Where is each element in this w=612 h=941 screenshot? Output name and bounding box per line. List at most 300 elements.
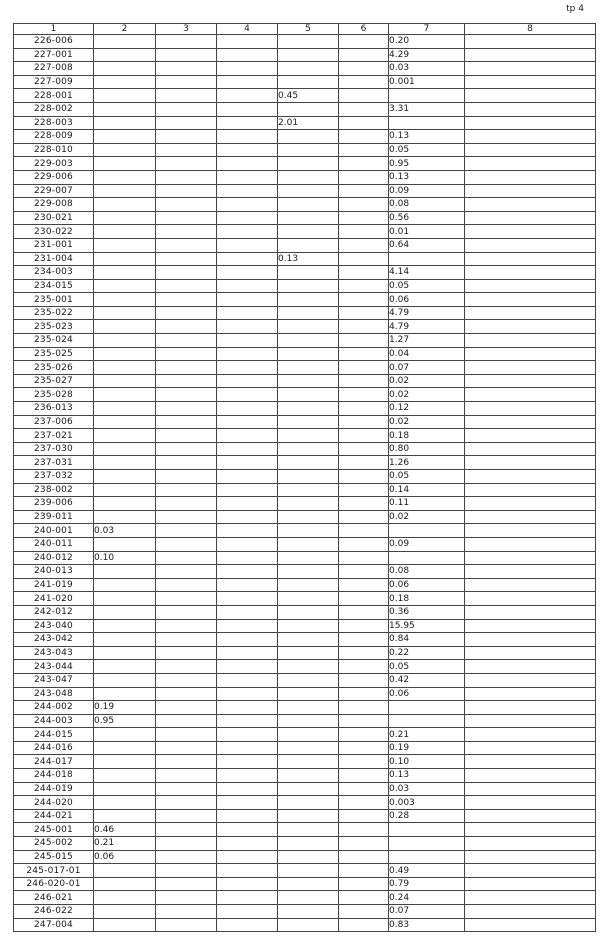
col3-cell bbox=[156, 116, 217, 130]
col3-cell bbox=[156, 157, 217, 171]
col8-cell bbox=[465, 687, 596, 701]
row-id-cell: 244-019 bbox=[14, 782, 94, 796]
col6-cell bbox=[339, 483, 389, 497]
table-row bbox=[14, 266, 596, 280]
col5-cell bbox=[278, 823, 339, 837]
column-header: 2 bbox=[94, 24, 156, 35]
row-id-cell: 231-001 bbox=[14, 238, 94, 252]
col2-cell: 0.06 bbox=[94, 850, 156, 864]
col7-cell bbox=[389, 714, 465, 728]
col4-cell bbox=[217, 89, 278, 103]
row-id-cell: 229-007 bbox=[14, 184, 94, 198]
col6-cell bbox=[339, 850, 389, 864]
col3-cell bbox=[156, 714, 217, 728]
col8-cell bbox=[465, 809, 596, 823]
col4-cell bbox=[217, 605, 278, 619]
col3-cell bbox=[156, 266, 217, 280]
col8-cell bbox=[465, 537, 596, 551]
col2-cell bbox=[94, 252, 156, 266]
col8-cell bbox=[465, 510, 596, 524]
row-id-cell: 246-022 bbox=[14, 905, 94, 919]
col3-cell bbox=[156, 170, 217, 184]
col5-cell bbox=[278, 796, 339, 810]
col2-cell bbox=[94, 402, 156, 416]
row-id-cell: 229-006 bbox=[14, 170, 94, 184]
col4-cell bbox=[217, 741, 278, 755]
col7-cell bbox=[389, 551, 465, 565]
col7-cell: 0.07 bbox=[389, 361, 465, 375]
col6-cell bbox=[339, 130, 389, 144]
col2-cell bbox=[94, 143, 156, 157]
table-row bbox=[14, 388, 596, 402]
col5-cell bbox=[278, 633, 339, 647]
col4-cell bbox=[217, 660, 278, 674]
col2-cell bbox=[94, 741, 156, 755]
table-row bbox=[14, 48, 596, 62]
table-row bbox=[14, 809, 596, 823]
col8-cell bbox=[465, 769, 596, 783]
col8-cell bbox=[465, 293, 596, 307]
col6-cell bbox=[339, 170, 389, 184]
col3-cell bbox=[156, 320, 217, 334]
table-row bbox=[14, 334, 596, 348]
col2-cell bbox=[94, 605, 156, 619]
col5-cell bbox=[278, 184, 339, 198]
col6-cell bbox=[339, 374, 389, 388]
table-row bbox=[14, 225, 596, 239]
col6-cell bbox=[339, 320, 389, 334]
col4-cell bbox=[217, 429, 278, 443]
col2-cell bbox=[94, 35, 156, 49]
table-row bbox=[14, 524, 596, 538]
col4-cell bbox=[217, 497, 278, 511]
row-id-cell: 243-048 bbox=[14, 687, 94, 701]
row-id-cell: 240-001 bbox=[14, 524, 94, 538]
col7-cell: 0.13 bbox=[389, 769, 465, 783]
col5-cell bbox=[278, 728, 339, 742]
col4-cell bbox=[217, 633, 278, 647]
col3-cell bbox=[156, 769, 217, 783]
row-id-cell: 243-042 bbox=[14, 633, 94, 647]
col7-cell: 0.001 bbox=[389, 75, 465, 89]
col5-cell bbox=[278, 415, 339, 429]
col7-cell: 0.79 bbox=[389, 877, 465, 891]
table-row bbox=[14, 320, 596, 334]
col7-cell: 0.09 bbox=[389, 537, 465, 551]
col7-cell: 0.003 bbox=[389, 796, 465, 810]
col6-cell bbox=[339, 497, 389, 511]
col3-cell bbox=[156, 306, 217, 320]
col5-cell bbox=[278, 388, 339, 402]
table-row bbox=[14, 279, 596, 293]
col6-cell bbox=[339, 347, 389, 361]
col2-cell bbox=[94, 320, 156, 334]
col3-cell bbox=[156, 741, 217, 755]
col7-cell: 0.21 bbox=[389, 728, 465, 742]
col6-cell bbox=[339, 279, 389, 293]
row-id-cell: 237-006 bbox=[14, 415, 94, 429]
col6-cell bbox=[339, 62, 389, 76]
row-id-cell: 241-019 bbox=[14, 578, 94, 592]
table-row bbox=[14, 687, 596, 701]
row-id-cell: 235-022 bbox=[14, 306, 94, 320]
col3-cell bbox=[156, 429, 217, 443]
header-row bbox=[14, 24, 596, 35]
col2-cell bbox=[94, 306, 156, 320]
col3-cell bbox=[156, 89, 217, 103]
table-row bbox=[14, 782, 596, 796]
col5-cell bbox=[278, 551, 339, 565]
row-id-cell: 234-015 bbox=[14, 279, 94, 293]
col4-cell bbox=[217, 130, 278, 144]
col3-cell bbox=[156, 619, 217, 633]
col5-cell bbox=[278, 75, 339, 89]
row-id-cell: 243-047 bbox=[14, 673, 94, 687]
table-row bbox=[14, 891, 596, 905]
row-id-cell: 237-032 bbox=[14, 470, 94, 484]
col3-cell bbox=[156, 809, 217, 823]
col2-cell: 0.03 bbox=[94, 524, 156, 538]
col3-cell bbox=[156, 470, 217, 484]
col4-cell bbox=[217, 796, 278, 810]
col4-cell bbox=[217, 877, 278, 891]
row-id-cell: 230-022 bbox=[14, 225, 94, 239]
col6-cell bbox=[339, 660, 389, 674]
col3-cell bbox=[156, 660, 217, 674]
col6-cell bbox=[339, 551, 389, 565]
col7-cell: 4.29 bbox=[389, 48, 465, 62]
col4-cell bbox=[217, 673, 278, 687]
col2-cell bbox=[94, 877, 156, 891]
col3-cell bbox=[156, 796, 217, 810]
col4-cell bbox=[217, 782, 278, 796]
col8-cell bbox=[465, 619, 596, 633]
table-row bbox=[14, 673, 596, 687]
col3-cell bbox=[156, 864, 217, 878]
col8-cell bbox=[465, 497, 596, 511]
col3-cell bbox=[156, 701, 217, 715]
col3-cell bbox=[156, 184, 217, 198]
col5-cell bbox=[278, 578, 339, 592]
table-row bbox=[14, 633, 596, 647]
col5-cell bbox=[278, 524, 339, 538]
col3-cell bbox=[156, 877, 217, 891]
col8-cell bbox=[465, 728, 596, 742]
col7-cell: 0.06 bbox=[389, 687, 465, 701]
col7-cell bbox=[389, 837, 465, 851]
col8-cell bbox=[465, 252, 596, 266]
table-row bbox=[14, 769, 596, 783]
table-row bbox=[14, 429, 596, 443]
col4-cell bbox=[217, 62, 278, 76]
col8-cell bbox=[465, 456, 596, 470]
col5-cell bbox=[278, 701, 339, 715]
row-id-cell: 241-020 bbox=[14, 592, 94, 606]
table-row bbox=[14, 402, 596, 416]
table-row bbox=[14, 646, 596, 660]
col2-cell: 0.19 bbox=[94, 701, 156, 715]
col8-cell bbox=[465, 48, 596, 62]
col8-cell bbox=[465, 306, 596, 320]
table-row bbox=[14, 415, 596, 429]
col4-cell bbox=[217, 769, 278, 783]
col4-cell bbox=[217, 388, 278, 402]
row-id-cell: 240-012 bbox=[14, 551, 94, 565]
col6-cell bbox=[339, 864, 389, 878]
col4-cell bbox=[217, 864, 278, 878]
col5-cell bbox=[278, 510, 339, 524]
col6-cell bbox=[339, 211, 389, 225]
col3-cell bbox=[156, 62, 217, 76]
row-id-cell: 246-021 bbox=[14, 891, 94, 905]
col6-cell bbox=[339, 415, 389, 429]
col2-cell: 0.95 bbox=[94, 714, 156, 728]
col3-cell bbox=[156, 605, 217, 619]
table-row bbox=[14, 619, 596, 633]
col2-cell bbox=[94, 374, 156, 388]
table-row bbox=[14, 35, 596, 49]
col7-cell bbox=[389, 89, 465, 103]
col2-cell bbox=[94, 456, 156, 470]
col5-cell bbox=[278, 537, 339, 551]
col7-cell: 0.08 bbox=[389, 198, 465, 212]
col8-cell bbox=[465, 592, 596, 606]
col7-cell bbox=[389, 524, 465, 538]
row-id-cell: 229-008 bbox=[14, 198, 94, 212]
col2-cell bbox=[94, 755, 156, 769]
col5-cell bbox=[278, 361, 339, 375]
row-id-cell: 244-018 bbox=[14, 769, 94, 783]
col8-cell bbox=[465, 374, 596, 388]
col8-cell bbox=[465, 75, 596, 89]
col5-cell bbox=[278, 402, 339, 416]
row-id-cell: 240-011 bbox=[14, 537, 94, 551]
col8-cell bbox=[465, 402, 596, 416]
col2-cell bbox=[94, 170, 156, 184]
col3-cell bbox=[156, 402, 217, 416]
table-row bbox=[14, 143, 596, 157]
column-header: 6 bbox=[339, 24, 389, 35]
col2-cell bbox=[94, 905, 156, 919]
col7-cell: 0.14 bbox=[389, 483, 465, 497]
col7-cell: 0.02 bbox=[389, 510, 465, 524]
col6-cell bbox=[339, 361, 389, 375]
col6-cell bbox=[339, 578, 389, 592]
col3-cell bbox=[156, 347, 217, 361]
col4-cell bbox=[217, 279, 278, 293]
col6-cell bbox=[339, 619, 389, 633]
col2-cell bbox=[94, 429, 156, 443]
col4-cell bbox=[217, 809, 278, 823]
col8-cell bbox=[465, 823, 596, 837]
col8-cell bbox=[465, 646, 596, 660]
col5-cell bbox=[278, 592, 339, 606]
col5-cell bbox=[278, 877, 339, 891]
row-id-cell: 227-009 bbox=[14, 75, 94, 89]
col5-cell bbox=[278, 891, 339, 905]
col2-cell bbox=[94, 660, 156, 674]
col8-cell bbox=[465, 429, 596, 443]
col6-cell bbox=[339, 429, 389, 443]
col3-cell bbox=[156, 102, 217, 116]
col2-cell bbox=[94, 347, 156, 361]
col2-cell bbox=[94, 75, 156, 89]
col5-cell bbox=[278, 687, 339, 701]
col8-cell bbox=[465, 837, 596, 851]
col5-cell bbox=[278, 334, 339, 348]
row-id-cell: 227-001 bbox=[14, 48, 94, 62]
col3-cell bbox=[156, 225, 217, 239]
col5-cell bbox=[278, 157, 339, 171]
row-id-cell: 235-025 bbox=[14, 347, 94, 361]
col6-cell bbox=[339, 402, 389, 416]
col4-cell bbox=[217, 334, 278, 348]
col2-cell bbox=[94, 442, 156, 456]
col2-cell: 0.46 bbox=[94, 823, 156, 837]
col4-cell bbox=[217, 905, 278, 919]
col7-cell: 0.56 bbox=[389, 211, 465, 225]
col3-cell bbox=[156, 592, 217, 606]
col8-cell bbox=[465, 170, 596, 184]
row-id-cell: 235-024 bbox=[14, 334, 94, 348]
col5-cell bbox=[278, 673, 339, 687]
col4-cell bbox=[217, 198, 278, 212]
col8-cell bbox=[465, 347, 596, 361]
col4-cell bbox=[217, 891, 278, 905]
row-id-cell: 230-021 bbox=[14, 211, 94, 225]
col3-cell bbox=[156, 891, 217, 905]
col7-cell: 0.80 bbox=[389, 442, 465, 456]
col4-cell bbox=[217, 48, 278, 62]
col5-cell bbox=[278, 769, 339, 783]
col2-cell bbox=[94, 646, 156, 660]
col3-cell bbox=[156, 905, 217, 919]
col8-cell bbox=[465, 660, 596, 674]
col8-cell bbox=[465, 891, 596, 905]
col7-cell: 0.95 bbox=[389, 157, 465, 171]
col7-cell: 4.79 bbox=[389, 320, 465, 334]
col3-cell bbox=[156, 782, 217, 796]
col4-cell bbox=[217, 823, 278, 837]
table-row bbox=[14, 578, 596, 592]
table-row bbox=[14, 306, 596, 320]
col8-cell bbox=[465, 102, 596, 116]
table-row bbox=[14, 170, 596, 184]
col3-cell bbox=[156, 850, 217, 864]
col8-cell bbox=[465, 320, 596, 334]
table-row bbox=[14, 184, 596, 198]
table-row bbox=[14, 714, 596, 728]
row-id-cell: 237-030 bbox=[14, 442, 94, 456]
col7-cell bbox=[389, 252, 465, 266]
col7-cell: 0.42 bbox=[389, 673, 465, 687]
table-row bbox=[14, 293, 596, 307]
col8-cell bbox=[465, 279, 596, 293]
col2-cell bbox=[94, 266, 156, 280]
col5-cell bbox=[278, 429, 339, 443]
col3-cell bbox=[156, 646, 217, 660]
col2-cell bbox=[94, 565, 156, 579]
col2-cell bbox=[94, 225, 156, 239]
col7-cell: 4.14 bbox=[389, 266, 465, 280]
col4-cell bbox=[217, 75, 278, 89]
col7-cell: 0.13 bbox=[389, 130, 465, 144]
col6-cell bbox=[339, 891, 389, 905]
col8-cell bbox=[465, 35, 596, 49]
col7-cell: 15.95 bbox=[389, 619, 465, 633]
col2-cell bbox=[94, 130, 156, 144]
row-id-cell: 243-040 bbox=[14, 619, 94, 633]
col2-cell bbox=[94, 796, 156, 810]
col4-cell bbox=[217, 402, 278, 416]
col7-cell: 3.31 bbox=[389, 102, 465, 116]
col6-cell bbox=[339, 75, 389, 89]
row-id-cell: 234-003 bbox=[14, 266, 94, 280]
col5-cell bbox=[278, 456, 339, 470]
col4-cell bbox=[217, 537, 278, 551]
col4-cell bbox=[217, 35, 278, 49]
table-row bbox=[14, 211, 596, 225]
col7-cell: 0.02 bbox=[389, 374, 465, 388]
row-id-cell: 235-026 bbox=[14, 361, 94, 375]
row-id-cell: 235-023 bbox=[14, 320, 94, 334]
col4-cell bbox=[217, 918, 278, 932]
col4-cell bbox=[217, 837, 278, 851]
col4-cell bbox=[217, 225, 278, 239]
col2-cell bbox=[94, 809, 156, 823]
row-id-cell: 226-006 bbox=[14, 35, 94, 49]
col2-cell bbox=[94, 728, 156, 742]
col6-cell bbox=[339, 293, 389, 307]
row-id-cell: 239-006 bbox=[14, 497, 94, 511]
row-id-cell: 227-008 bbox=[14, 62, 94, 76]
col7-cell: 0.06 bbox=[389, 578, 465, 592]
col4-cell bbox=[217, 266, 278, 280]
col3-cell bbox=[156, 48, 217, 62]
col3-cell bbox=[156, 837, 217, 851]
col5-cell bbox=[278, 660, 339, 674]
col8-cell bbox=[465, 578, 596, 592]
col8-cell bbox=[465, 211, 596, 225]
col6-cell bbox=[339, 334, 389, 348]
col2-cell bbox=[94, 293, 156, 307]
col8-cell bbox=[465, 266, 596, 280]
col6-cell bbox=[339, 918, 389, 932]
col3-cell bbox=[156, 442, 217, 456]
col8-cell bbox=[465, 89, 596, 103]
col8-cell bbox=[465, 905, 596, 919]
col8-cell bbox=[465, 62, 596, 76]
table-row bbox=[14, 565, 596, 579]
col5-cell bbox=[278, 62, 339, 76]
col4-cell bbox=[217, 157, 278, 171]
col8-cell bbox=[465, 361, 596, 375]
col6-cell bbox=[339, 796, 389, 810]
table-row bbox=[14, 374, 596, 388]
table-row bbox=[14, 62, 596, 76]
table-row bbox=[14, 728, 596, 742]
col2-cell bbox=[94, 673, 156, 687]
col7-cell: 0.28 bbox=[389, 809, 465, 823]
col5-cell bbox=[278, 714, 339, 728]
table-row bbox=[14, 850, 596, 864]
col5-cell bbox=[278, 170, 339, 184]
col5-cell bbox=[278, 442, 339, 456]
col4-cell bbox=[217, 565, 278, 579]
col7-cell: 0.18 bbox=[389, 592, 465, 606]
col8-cell bbox=[465, 143, 596, 157]
col8-cell bbox=[465, 918, 596, 932]
